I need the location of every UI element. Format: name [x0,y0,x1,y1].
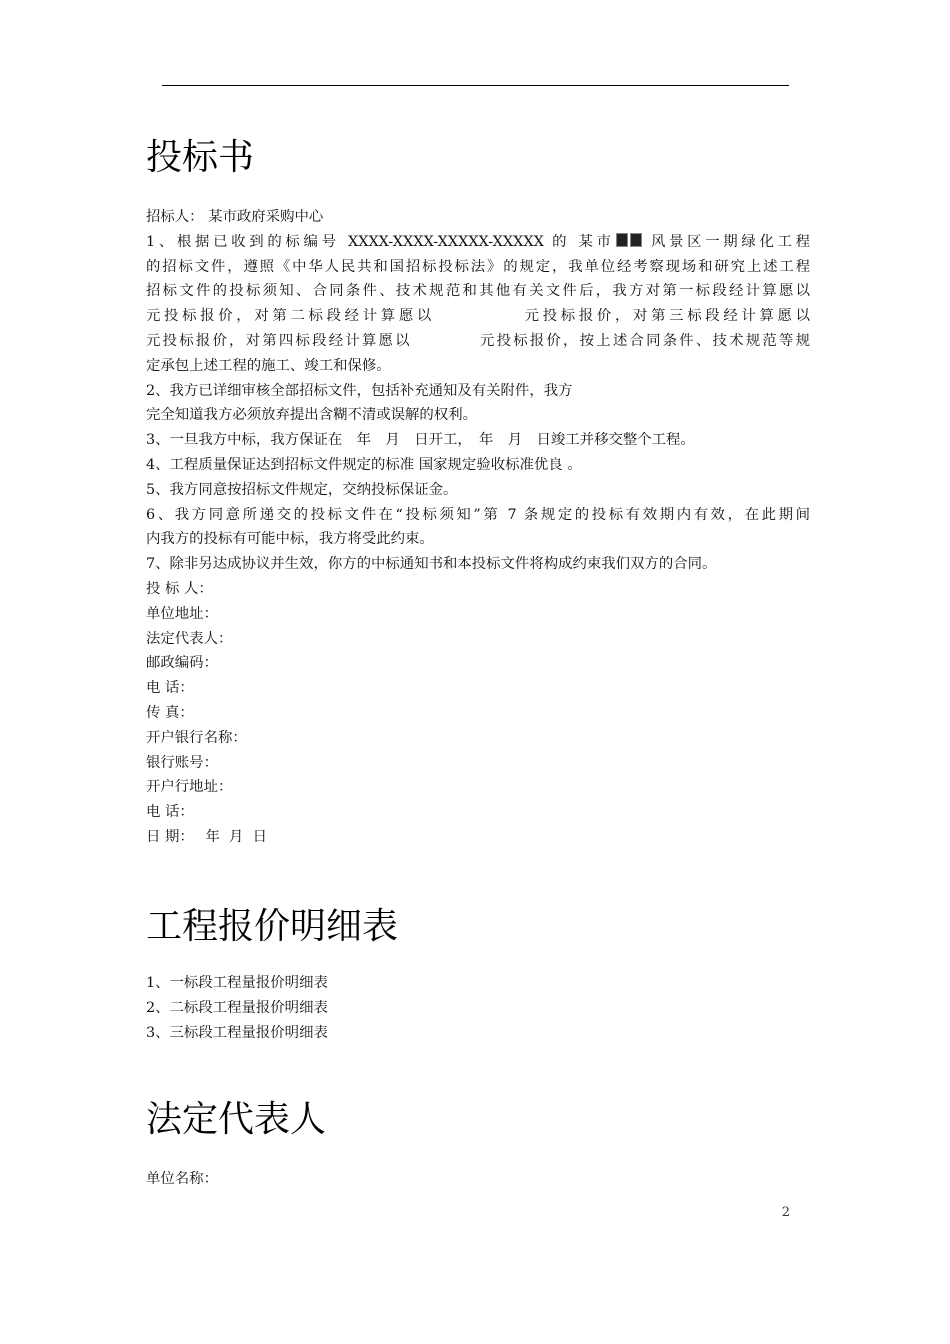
legal-title: 法定代表人 [146,1099,327,1140]
item1-line1-tail: 风景区一期绿化工程 [650,233,810,250]
field-bank-name: 开户银行名称： [146,729,247,746]
item1-line1 [146,230,810,255]
field-phone-2: 电 话： [146,804,194,821]
legal-body [146,1167,810,1192]
page-number: 2 [781,1205,790,1220]
field-date: 日 期： 年 月 日 [146,828,267,845]
item1-line2: 的招标文件，遵照《中华人民共和国招标投标法》的规定，我单位经考察现场和研究上述工程 [146,258,810,275]
bid-title: 投标书 [146,137,255,178]
quote-list [146,971,810,1045]
field-legal-rep: 法定代表人： [146,630,233,647]
item1-line4 [146,304,810,329]
quote-title: 工程报价明细表 [146,906,399,947]
item1-line5-left: 元投标报价，对第四标段经计算愿以 [146,332,412,349]
quote-item-2: 2、二标段工程量报价明细表 [146,999,328,1016]
tenderer-line: 招标人： 某市政府采购中心 [146,209,324,225]
redacted-char-2 [630,233,642,247]
item1-line3: 招标文件的投标须知、合同条件、技术规范和其他有关文件后，我方对第一标段经计算愿以 [146,283,810,300]
field-bidder: 投 标 人： [146,580,213,597]
field-fax: 传 真： [146,704,194,721]
field-address: 单位地址： [146,605,218,622]
header-rule [162,85,789,86]
quote-item-1: 1、一标段工程量报价明细表 [146,975,328,991]
field-postcode: 邮政编码： [146,655,218,672]
item1-line1-text: 1、根据已收到的标编号 XXXX-XXXX-XXXXX-XXXXX 的 某市 [146,233,615,250]
item4: 4、工程质量保证达到招标文件规定的标准 国家规定验收标准优良 。 [146,456,582,473]
unit-name-field: 单位名称： [146,1171,218,1187]
item3: 3、一旦我方中标，我方保证在 年 月 日开工， 年 月 日竣工并移交整个工程。 [146,432,695,449]
item1-line5 [146,329,810,354]
item2-line1: 2、我方已详细审核全部招标文件，包括补充通知及有关附件，我方 [146,382,573,399]
quote-item-3: 3、三标段工程量报价明细表 [146,1024,328,1041]
item2-line2: 完全知道我方必须放弃提出含糊不清或误解的权利。 [146,407,477,424]
item6-line1: 6、我方同意所递交的投标文件在“投标须知”第 7 条规定的投标有效期内有效，在此期间 [146,506,810,523]
item1-line6: 定承包上述工程的施工、竣工和保修。 [146,357,391,374]
redacted-char-1 [616,233,628,247]
item1-line5-right: 元投标报价，按上述合同条件、技术规范等规 [477,332,810,349]
field-bank-account: 银行账号： [146,754,218,771]
item1-line4-left: 元投标报价，对第二标段经计算愿以 [146,308,435,325]
bid-body [146,205,810,850]
item7: 7、除非另达成协议并生效，你方的中标通知书和本投标文件将构成约束我们双方的合同。 [146,556,717,573]
item5: 5、我方同意按招标文件规定，交纳投标保证金。 [146,481,458,498]
field-bank-address: 开户行地址： [146,779,233,796]
field-phone: 电 话： [146,680,194,697]
item1-line4-right: 元投标报价，对第三标段经计算愿以 [521,308,810,325]
item6-line2: 内我方的投标有可能中标，我方将受此约束。 [146,531,434,548]
